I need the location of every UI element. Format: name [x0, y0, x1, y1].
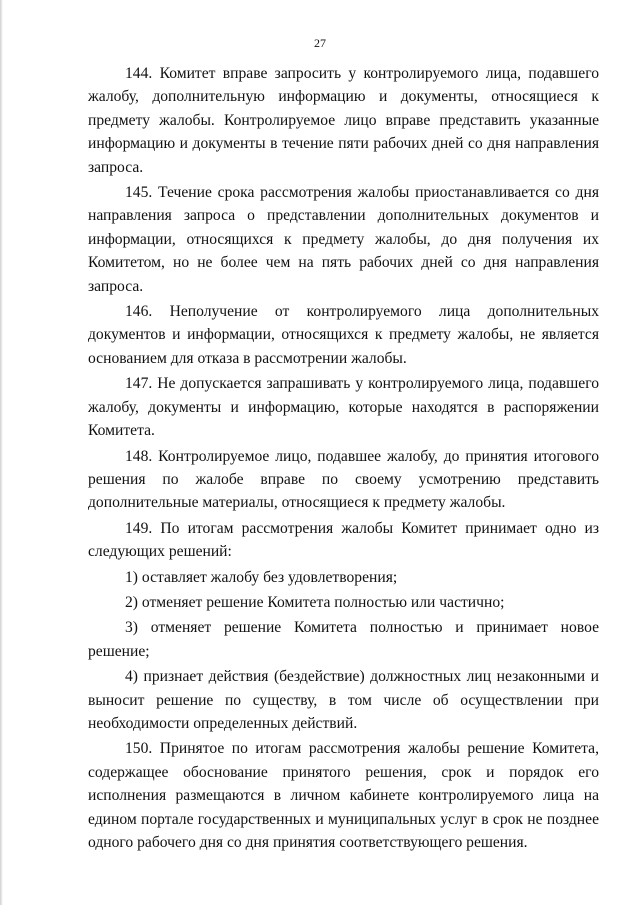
page-number: 27 [314, 36, 326, 50]
list-item-4: 4) признает действия (бездействие) должностных лиц незаконными и выносит решение по существу, в том числе об осуществлении при необходимости определенных действий. [88, 668, 599, 732]
paragraph-149: 149. По итогам рассмотрения жалобы Комитет принимает одно из следующих решений: [88, 519, 599, 561]
list-item-3: 3) отменяет решение Комитета полностью и принимает новое решение; [88, 619, 599, 660]
paragraph-147: 147. Не допускается запрашивать у контролируемого лица, подавшего жалобу, документы и информацию, которые находятся в распоряжении Комитета. [88, 375, 599, 440]
scan-edge [0, 0, 3, 905]
paragraph-150: 150. Принятое по итогам рассмотрения жалобы решение Комитета, содержащее обоснование принятого решения, срок и порядок его исполнения размещаются в личном кабинете контролируемого лица на едином портале государственных и муниципальных услуг в срок не позднее одного рабочего дня со дня принятия соответствующего решения. [88, 740, 599, 851]
paragraph-144: 144. Комитет вправе запросить у контролируемого лица, подавшего жалобу, дополнительную информацию и документы, относящиеся к предмету жалобы. Контролируемое лицо вправе представить указанные информацию и документы в течение пяти рабочих дней со дня направления запроса. [88, 65, 599, 176]
list-item-1: 1) оставляет жалобу без удовлетворения; [125, 568, 398, 586]
paragraph-148: 148. Контролируемое лицо, подавшее жалобу, до принятия итогового решения по жалобе вправе по своему усмотрению представить дополнительные материалы, относящиеся к предмету жалобы. [88, 447, 599, 512]
document-body [88, 62, 599, 856]
paragraph-145: 145. Течение срока рассмотрения жалобы приостанавливается со дня направления запроса о представлении дополнительных документов и информации, относящихся к предмету жалобы, до дня получения их Комитетом, но не более чем на пять рабочих дней со дня направления запроса. [88, 184, 599, 295]
paragraph-146: 146. Неполучение от контролируемого лица дополнительных документов и информации, относящихся к предмету жалобы, не является основанием для отказа в рассмотрении жалобы. [88, 303, 599, 367]
list-item-2: 2) отменяет решение Комитета полностью или частично; [125, 593, 505, 611]
